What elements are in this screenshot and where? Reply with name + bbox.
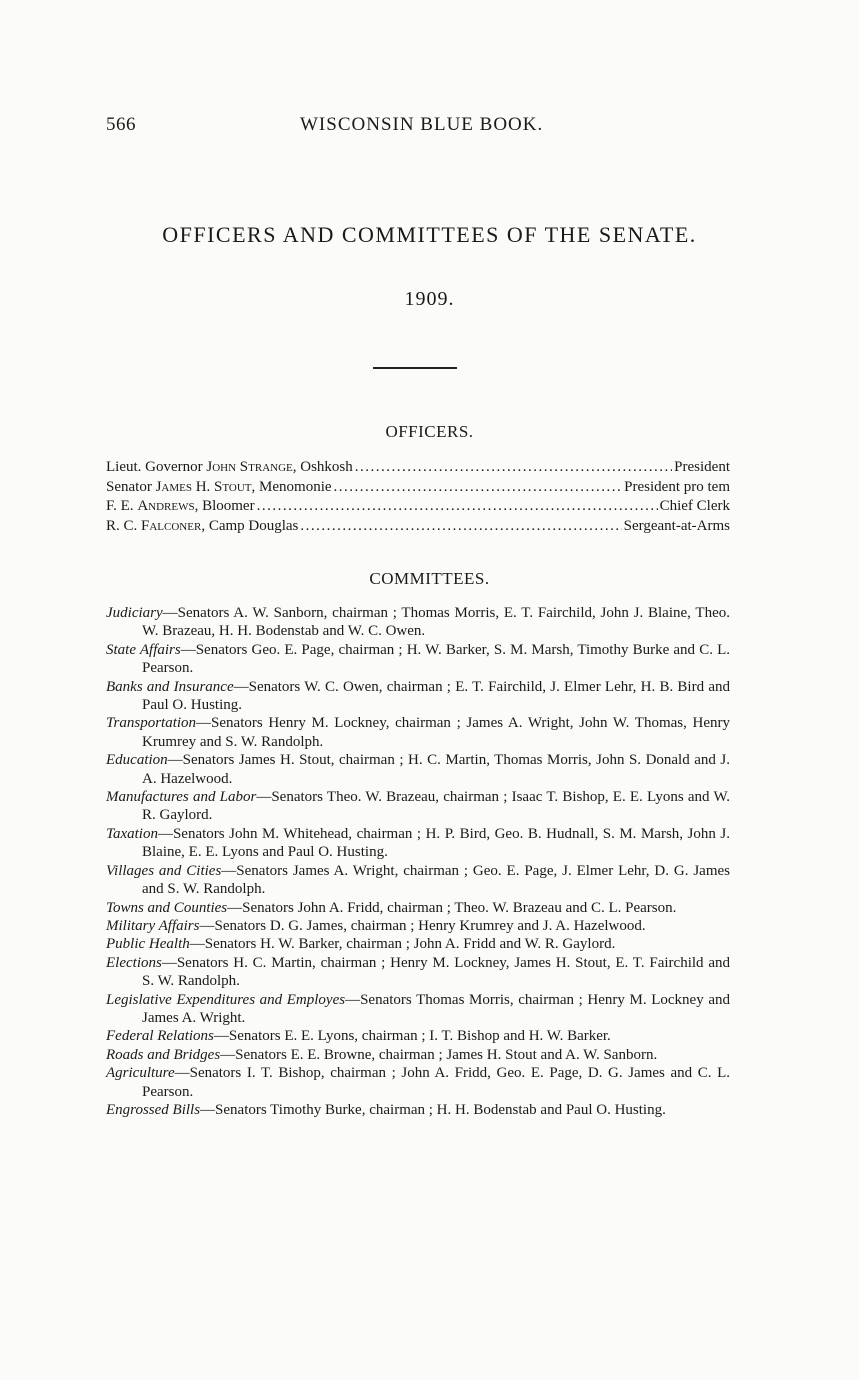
committee-entry (106, 899, 730, 917)
committee-members: —Senators W. C. Owen, chairman ; E. T. Fairchild, J. Elmer Lehr, H. B. Bird and Paul O. Husting. (142, 678, 730, 714)
committee-entry (106, 1027, 730, 1045)
committee-entry (106, 788, 730, 825)
committee-name: Taxation (106, 825, 158, 842)
committee-name: Education (106, 752, 168, 769)
committee-entry (106, 991, 730, 1028)
year: 1909. (404, 288, 455, 310)
committee-entry (106, 935, 730, 953)
committees-list (106, 604, 730, 1119)
committee-entry (106, 714, 730, 751)
committee-entry (106, 954, 730, 991)
committee-members: —Senators A. W. Sanborn, chairman ; Thomas Morris, E. T. Fairchild, John J. Blaine, Theo. W. Brazeau, H. H. Bodenstab and W. C. Owen. (142, 605, 730, 640)
committee-name: State Affairs (106, 641, 181, 658)
officer-row (106, 458, 730, 478)
committee-name: Judiciary (106, 605, 163, 621)
committee-members: —Senators E. E. Browne, chairman ; James H. Stout and A. W. Sanborn. (220, 1046, 658, 1063)
page-number: 566 (106, 114, 136, 135)
officer-title: President (674, 459, 730, 475)
committee-members: —Senators James A. Wright, chairman ; Geo. E. Page, J. Elmer Lehr, D. G. James and S. W. Randolph. (142, 862, 730, 898)
committee-members: —Senators Henry M. Lockney, chairman ; James A. Wright, John W. Thomas, Henry Krumrey and S. W. Randolph. (142, 715, 730, 750)
dot-leader (355, 458, 672, 478)
committee-members: —Senators James H. Stout, chairman ; H. C. Martin, Thomas Morris, John S. Donald and J. A. Hazelwood. (142, 752, 730, 787)
committee-name: Legislative Expenditures and Employes (106, 991, 346, 1008)
committee-members: —Senators John M. Whitehead, chairman ; H. P. Bird, Geo. B. Hudnall, S. M. Marsh, John J. Blaine, E. E. Lyons and Paul O. Husting. (142, 825, 730, 861)
dot-leader (334, 478, 623, 498)
committee-members: —Senators H. C. Martin, chairman ; Henry M. Lockney, James H. Stout, E. T. Fairchild and S. W. Randolph. (142, 954, 730, 990)
committees-heading: COMMITTEES. (369, 569, 490, 588)
committee-members: —Senators Theo. W. Brazeau, chairman ; Isaac T. Bishop, E. E. Lyons and W. R. Gaylord. (142, 789, 730, 824)
divider (373, 367, 457, 369)
committee-entry (106, 641, 730, 678)
committee-members: —Senators I. T. Bishop, chairman ; John A. Fridd, Geo. E. Page, D. G. James and C. L. Pearson. (142, 1065, 730, 1100)
officer-name: R. C. Falconer, Camp Douglas (106, 517, 299, 534)
officer-row (106, 497, 730, 517)
officer-title: President pro tem (624, 478, 730, 495)
running-title: WISCONSIN BLUE BOOK. (300, 114, 544, 135)
committee-name: Federal Relations (106, 1028, 214, 1045)
officer-name: Senator James H. Stout, Menomonie (106, 478, 332, 495)
committee-entry (106, 678, 730, 715)
officer-title: Chief Clerk (659, 498, 730, 514)
committee-name: Villages and Cities (106, 862, 222, 879)
committee-members: —Senators D. G. James, chairman ; Henry Krumrey and J. A. Hazelwood. (199, 917, 646, 934)
committee-members: —Senators H. W. Barker, chairman ; John A. Fridd and W. R. Gaylord. (189, 936, 616, 953)
officer-row (106, 517, 730, 537)
dot-leader (257, 497, 658, 517)
committee-name: Banks and Insurance (106, 678, 234, 695)
committee-entry (106, 604, 730, 641)
page-title: OFFICERS AND COMMITTEES OF THE SENATE. (162, 222, 697, 247)
committee-name: Engrossed Bills (106, 1101, 201, 1118)
committee-name: Roads and Bridges (106, 1046, 221, 1063)
officer-name: Lieut. Governor John Strange, Oshkosh (106, 459, 353, 475)
committee-name: Public Health (106, 936, 190, 953)
committee-members: —Senators Thomas Morris, chairman ; Henry M. Lockney and James A. Wright. (142, 991, 730, 1026)
committee-name: Transportation (106, 715, 197, 732)
committee-members: —Senators Geo. E. Page, chairman ; H. W. Barker, S. M. Marsh, Timothy Burke and C. L. Pearson. (142, 641, 730, 677)
committee-entry (106, 1046, 730, 1064)
committee-name: Manufactures and Labor (106, 789, 257, 806)
committee-entry (106, 1064, 730, 1101)
committee-entry (106, 917, 730, 935)
committee-name: Military Affairs (106, 917, 200, 934)
dot-leader (300, 517, 621, 537)
committee-entry (106, 1101, 730, 1119)
committee-entry (106, 825, 730, 862)
committee-name: Towns and Counties (106, 899, 228, 916)
committee-name: Agriculture (106, 1065, 175, 1082)
committee-entry (106, 862, 730, 899)
officer-row (106, 478, 730, 498)
officers-list (106, 458, 730, 536)
committee-members: —Senators Timothy Burke, chairman ; H. H. Bodenstab and Paul O. Husting. (200, 1101, 666, 1118)
officer-title: Sergeant-at-Arms (623, 517, 730, 534)
committee-entry (106, 751, 730, 788)
committee-name: Elections (106, 954, 162, 971)
officer-name: F. E. Andrews, Bloomer (106, 498, 255, 514)
running-head (106, 114, 730, 140)
committee-members: —Senators E. E. Lyons, chairman ; I. T. Bishop and H. W. Barker. (213, 1028, 611, 1045)
committee-members: —Senators John A. Fridd, chairman ; Theo. W. Brazeau and C. L. Pearson. (227, 899, 677, 916)
officers-heading: OFFICERS. (385, 422, 474, 441)
